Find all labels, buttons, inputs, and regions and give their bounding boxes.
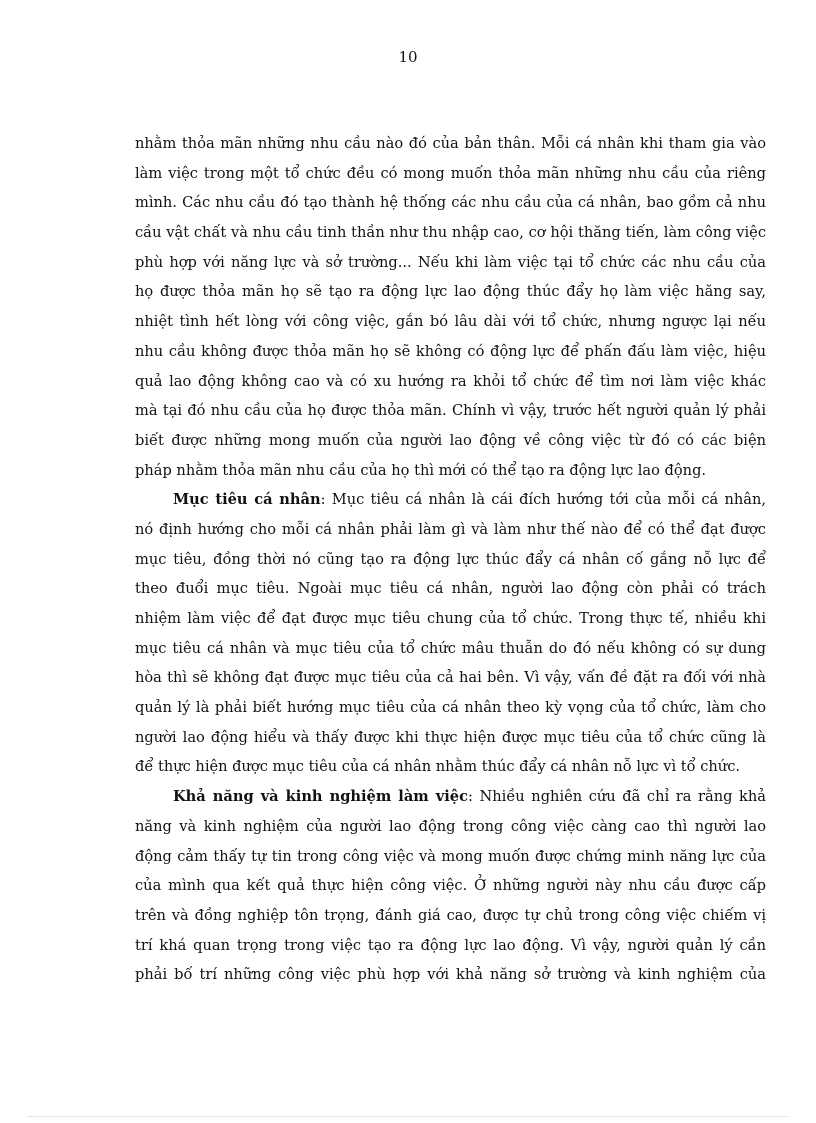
text-line-rest: : Mục tiêu cá nhân là cái đích hướng tới của mỗi cá nhân, <box>320 491 766 509</box>
text-line: mình. Các nhu cầu đó tạo thành hệ thống các nhu cầu của cá nhân, bao gồm cả nhu <box>135 194 766 212</box>
text-line: nó định hướng cho mỗi cá nhân phải làm gì và làm như thế nào để có thể đạt được <box>135 520 766 538</box>
text-line: theo đuổi mục tiêu. Ngoài mục tiêu cá nhân, người lao động còn phải có trách <box>135 580 766 598</box>
text-line-rest: : Nhiều nghiên cứu đã chỉ ra rằng khả <box>467 788 766 806</box>
heading-ability: Khả năng và kinh nghiệm làm việc <box>173 788 468 806</box>
text-line: người lao động hiểu và thấy được khi thực hiện được mục tiêu của tổ chức cũng là <box>135 728 766 746</box>
bottom-divider <box>28 1116 788 1117</box>
text-line: mục tiêu, đồng thời nó cũng tạo ra động lực thúc đẩy cá nhân cố gắng nỗ lực để <box>135 550 766 568</box>
text-line: nhu cầu không được thỏa mãn họ sẽ không có động lực để phấn đấu làm việc, hiệu <box>135 342 766 360</box>
heading-goal: Mục tiêu cá nhân <box>173 491 321 509</box>
text-line: biết được những mong muốn của người lao động về công việc từ đó có các biện <box>135 431 766 449</box>
page-number: 10 <box>398 48 418 66</box>
text-line: động cảm thấy tự tin trong công việc và mong muốn được chứng minh năng lực của <box>135 847 766 865</box>
text-line: trên và đồng nghiệp tôn trọng, đánh giá cao, được tự chủ trong công việc chiếm vị <box>135 906 766 924</box>
text-line: nhiệt tình hết lòng với công việc, gắn bó lâu dài với tổ chức, nhưng ngược lại nếu <box>135 313 766 331</box>
text-line: nhằm thỏa mãn những nhu cầu nào đó của bản thân. Mỗi cá nhân khi tham gia vào <box>135 135 766 152</box>
body-text <box>135 129 766 990</box>
text-line: phù hợp với năng lực và sở trường... Nếu khi làm việc tại tổ chức các nhu cầu của <box>135 253 766 271</box>
text-line: họ được thỏa mãn họ sẽ tạo ra động lực lao động thúc đẩy họ làm việc hăng say, <box>135 283 766 301</box>
text-line: quả lao động không cao và có xu hướng ra khỏi tổ chức để tìm nơi làm việc khác <box>135 372 766 390</box>
paragraph-goal-first-line <box>135 485 766 515</box>
text-line: phải bố trí những công việc phù hợp với khả năng sở trường và kinh nghiệm của <box>135 966 766 984</box>
text-line: hòa thì sẽ không đạt được mục tiêu của cả hai bên. Vì vậy, vấn đề đặt ra đối với nhà <box>135 669 766 687</box>
text-line: nhiệm làm việc để đạt được mục tiêu chung của tổ chức. Trong thực tế, nhiều khi <box>135 610 766 627</box>
text-line: mục tiêu cá nhân và mục tiêu của tổ chức mâu thuẫn do đó nếu không có sự dung <box>135 639 766 657</box>
text-line: của mình qua kết quả thực hiện công việc. Ở những người này nhu cầu được cấp <box>135 877 766 895</box>
text-line: pháp nhằm thỏa mãn nhu cầu của họ thì mới có thể tạo ra động lực lao động. <box>135 461 707 479</box>
text-line: năng và kinh nghiệm của người lao động trong công việc càng cao thì người lao <box>135 817 766 835</box>
text-line: quản lý là phải biết hướng mục tiêu của cá nhân theo kỳ vọng của tổ chức, làm cho <box>135 699 766 717</box>
paragraph-ability-first-line <box>135 782 766 812</box>
text-line: làm việc trong một tổ chức đều có mong muốn thỏa mãn những nhu cầu của riêng <box>135 164 766 182</box>
text-line: mà tại đó nhu cầu của họ được thỏa mãn. Chính vì vậy, trước hết người quản lý phải <box>135 402 766 420</box>
text-line: để thực hiện được mục tiêu của cá nhân nhằm thúc đẩy cá nhân nỗ lực vì tổ chức. <box>135 758 741 776</box>
text-line: cầu vật chất và nhu cầu tinh thần như thu nhập cao, cơ hội thăng tiến, làm công việc <box>135 224 766 242</box>
text-line: trí khá quan trọng trong việc tạo ra động lực lao động. Vì vậy, người quản lý cần <box>135 936 766 954</box>
